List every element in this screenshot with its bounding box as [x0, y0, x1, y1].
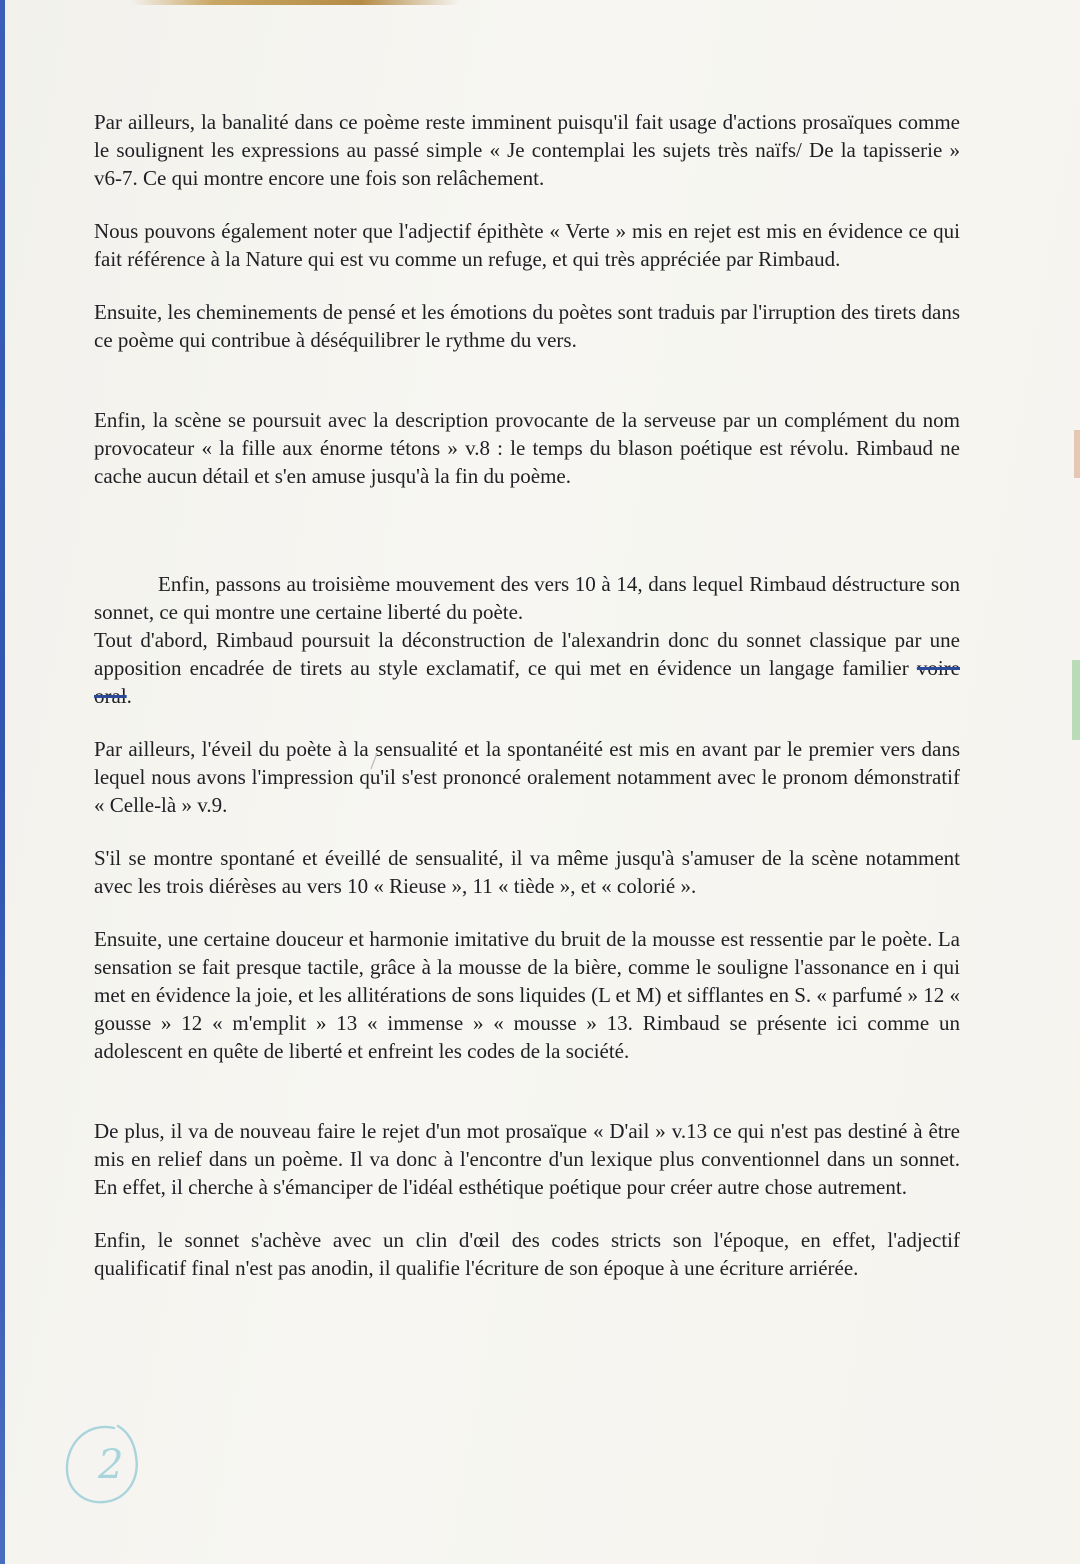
right-edge-tab [1074, 430, 1080, 478]
struck-text: voire oral [94, 656, 960, 708]
handwritten-circle-icon [62, 1418, 142, 1508]
paragraph: Enfin, la scène se poursuit avec la description provocante de la serveuse par un complément du nom provocateur « la fille aux énorme tétons » v.8 : le temps du blason poétique est révolu. Rimbaud ne cache aucun détail et s'en amuse jusqu'à la fin du poème. [94, 408, 960, 488]
paragraph: Enfin, le sonnet s'achève avec un clin d'œil des codes stricts son l'époque, en effet, l'adjectif qualificatif final n'est pas anodin, il qualifie l'écriture de son époque à une écriture arriérée. [94, 1228, 960, 1280]
pen-stroke-mark [368, 752, 380, 770]
paragraph: Nous pouvons également noter que l'adjectif épithète « Verte » mis en rejet est mis en évidence ce qui fait référence à la Nature qui est vu comme un refuge, et qui très appréciée par Rimbaud. [94, 219, 960, 271]
paragraph: Ensuite, les cheminements de pensé et les émotions du poètes sont traduis par l'irruption des tirets dans ce poème qui contribue à déséquilibrer le rythme du vers. [94, 300, 960, 352]
top-edge-shadow [130, 0, 460, 5]
paragraph: Ensuite, une certaine douceur et harmonie imitative du bruit de la mousse est ressentie par le poète. La sensation se fait presque tactile, grâce à la mousse de la bière, comme le souligne l'assonance en i qui met en évidence la joie, et les allitérations de sons liquides (L et M) et sifflantes en S. « parfumé » 12 « gousse » 12 « m'emplit » 13 « immense » « mousse » 13. Rimbaud se présente ici comme un adolescent en quête de liberté et enfreint les codes de la société. [94, 927, 960, 1063]
paragraph-text: Tout d'abord, Rimbaud poursuit la déconstruction de l'alexandrin donc du sonnet classique par une apposition encadrée de tirets au style exclamatif, ce qui met en évidence un langage familier [94, 628, 960, 680]
right-edge-tab [1072, 660, 1080, 740]
paragraph: Par ailleurs, la banalité dans ce poème reste imminent puisqu'il fait usage d'actions prosaïques comme le soulignent les expressions au passé simple « Je contemplai les sujets très naïfs/ De la tapisserie » v6-7. Ce qui montre encore une fois son relâchement. [94, 110, 960, 190]
paragraph: S'il se montre spontané et éveillé de sensualité, il va même jusqu'à s'amuser de la scène notamment avec les trois diérèses au vers 10 « Rieuse », 11 « tiède », et « colorié ». [94, 846, 960, 898]
paragraph: De plus, il va de nouveau faire le rejet d'un mot prosaïque « D'ail » v.13 ce qui n'est pas destiné à être mis en relief dans un poème. Il va donc à l'encontre d'un lexique plus conventionnel dans un sonnet. En effet, il cherche à s'émanciper de l'idéal esthétique poétique pour créer autre chose autrement. [94, 1119, 960, 1199]
page-number: 2 [98, 1442, 124, 1488]
paragraph-text: . [126, 684, 132, 708]
page-number-circle [62, 1418, 142, 1508]
paragraph: Par ailleurs, l'éveil du poète à la sensualité et la spontanéité est mis en avant par le premier vers dans lequel nous avons l'impression qu'il s'est prononcé oralement notamment avec le pronom démonstratif « Celle-là » v.9. [94, 737, 960, 817]
paragraph [94, 626, 960, 710]
document-body [94, 108, 960, 1307]
binder-edge [0, 0, 5, 1564]
paragraph-indented: Enfin, passons au troisième mouvement des vers 10 à 14, dans lequel Rimbaud déstructure son sonnet, ce qui montre une certaine liberté du poète. [94, 572, 960, 624]
